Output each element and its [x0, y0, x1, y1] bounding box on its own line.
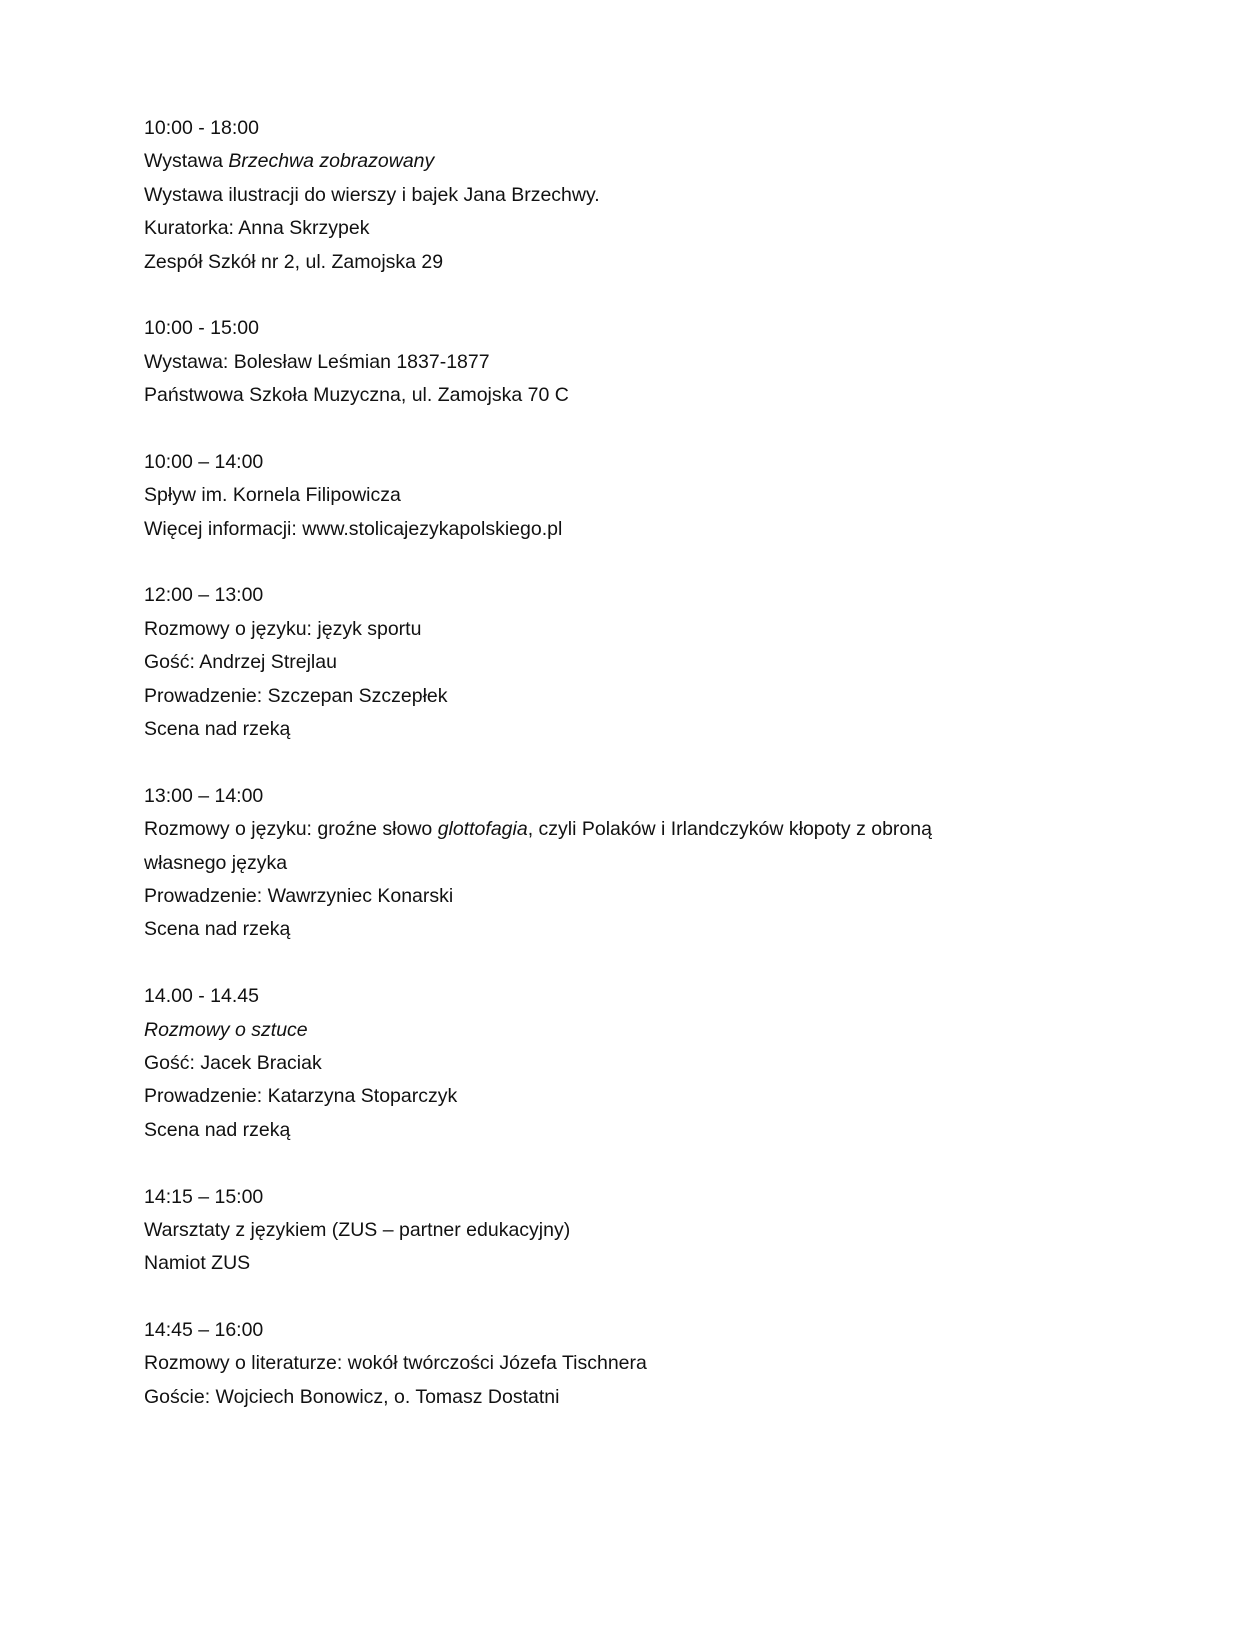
- event-time: [144, 579, 932, 612]
- text-segment: 10:00 - 18:00: [144, 117, 259, 139]
- event-detail-line: [144, 1347, 932, 1380]
- text-segment: 10:00 - 15:00: [144, 317, 259, 340]
- event-detail-line: [144, 713, 932, 746]
- text-segment: Zespół Szkół nr 2, ul. Zamojska 29: [144, 250, 444, 273]
- event-time: [144, 446, 932, 479]
- text-segment: Rozmowy o języku: groźne słowo: [144, 818, 438, 841]
- text-segment: Prowadzenie: Szczepan Szczepłek: [144, 684, 448, 707]
- text-segment: 10:00 – 14:00: [144, 450, 264, 473]
- event-time: [144, 780, 932, 813]
- event-detail-line: [144, 913, 932, 946]
- event-detail-line: [144, 379, 932, 412]
- italic-title-text: Brzechwa zobrazowany: [228, 150, 435, 173]
- event-detail-line: [144, 145, 932, 178]
- event-detail-line: [144, 1014, 932, 1047]
- text-segment: , czyli Polaków i Irlandczyków kłopoty z obroną: [527, 818, 932, 841]
- event-detail-line: [144, 813, 932, 846]
- text-segment: Goście: Wojciech Bonowicz, o. Tomasz Dostatni: [144, 1385, 560, 1408]
- event-block: [144, 446, 932, 546]
- event-detail-line: [144, 646, 932, 679]
- text-segment: Wystawa ilustracji do wierszy i bajek Jana Brzechwy.: [144, 183, 600, 206]
- event-time: [144, 1314, 932, 1347]
- text-segment: Warsztaty z językiem (ZUS – partner edukacyjny): [144, 1218, 571, 1241]
- event-time: [144, 112, 932, 145]
- event-detail-line: [144, 880, 932, 913]
- event-detail-line: [144, 179, 932, 212]
- text-segment: 13:00 – 14:00: [144, 784, 264, 807]
- event-block: [144, 780, 932, 947]
- italic-title-text: glottofagia: [437, 818, 528, 841]
- text-segment: Wystawa: Bolesław Leśmian 1837-1877: [144, 350, 490, 373]
- event-detail-line: [144, 1381, 932, 1414]
- text-segment: Spływ im. Kornela Filipowicza: [144, 484, 401, 507]
- text-segment: Scena nad rzeką: [144, 918, 291, 941]
- event-block: [144, 1314, 932, 1414]
- text-segment: Prowadzenie: Katarzyna Stoparczyk: [144, 1085, 458, 1108]
- text-segment: Gość: Andrzej Strejlau: [144, 651, 337, 674]
- text-segment: Gość: Jacek Braciak: [144, 1051, 322, 1074]
- italic-title-text: Rozmowy o sztuce: [144, 1018, 308, 1041]
- text-segment: 12:00 – 13:00: [144, 584, 264, 607]
- event-detail-line: [144, 1047, 932, 1080]
- event-block: [144, 1181, 932, 1281]
- event-detail-line: [144, 1214, 932, 1247]
- text-segment: Rozmowy o literaturze: wokół twórczości Józefa Tischnera: [144, 1352, 647, 1375]
- event-detail-line: [144, 513, 932, 546]
- text-segment: Rozmowy o języku: język sportu: [144, 617, 422, 640]
- event-detail-line: [144, 1080, 932, 1113]
- event-block: [144, 579, 932, 746]
- event-detail-line: [144, 1247, 932, 1280]
- event-detail-line: [144, 1114, 932, 1147]
- text-segment: Scena nad rzeką: [144, 1118, 291, 1141]
- event-block: [144, 112, 932, 279]
- text-segment: Kuratorka: Anna Skrzypek: [144, 217, 370, 240]
- text-segment: 14:15 – 15:00: [144, 1185, 264, 1208]
- event-detail-line: [144, 346, 932, 379]
- event-detail-line: [144, 212, 932, 245]
- event-detail-line: [144, 847, 932, 880]
- text-segment: 14.00 - 14.45: [144, 985, 259, 1008]
- event-detail-line: [144, 680, 932, 713]
- event-detail-line: [144, 613, 932, 646]
- text-segment: Prowadzenie: Wawrzyniec Konarski: [144, 884, 454, 907]
- event-time: [144, 980, 932, 1013]
- text-segment: własnego języka: [144, 851, 288, 874]
- event-time: [144, 312, 932, 345]
- event-detail-line: [144, 479, 932, 512]
- text-segment: Wystawa: [144, 150, 229, 173]
- event-detail-line: [144, 246, 932, 279]
- event-time: [144, 1181, 932, 1214]
- text-segment: Namiot ZUS: [144, 1252, 251, 1275]
- text-segment: Państwowa Szkoła Muzyczna, ul. Zamojska 70 C: [144, 384, 569, 407]
- text-segment: Scena nad rzeką: [144, 718, 291, 741]
- event-schedule: [144, 112, 932, 1448]
- text-segment: Więcej informacji: www.stolicajezykapolskiego.pl: [144, 517, 563, 540]
- event-block: [144, 312, 932, 412]
- text-segment: 14:45 – 16:00: [144, 1319, 264, 1342]
- event-block: [144, 980, 932, 1147]
